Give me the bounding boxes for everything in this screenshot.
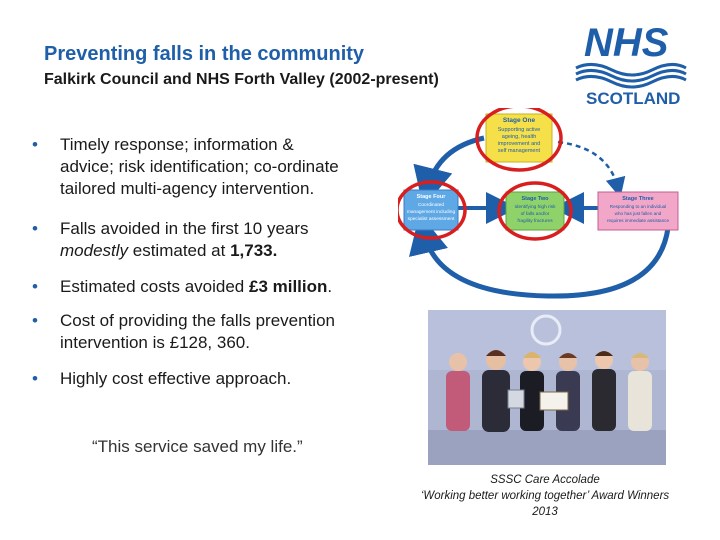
bullet-item-falls-avoided: • Falls avoided in the first 10 years modestly estimated at 1,733. xyxy=(32,219,309,260)
svg-text:Coordinated: Coordinated xyxy=(417,203,445,208)
bullet-dot-icon: • xyxy=(32,277,38,296)
bullet-item-response: • Timely response; information & advice; risk identification; co-ordinate tailored multi-agency intervention. xyxy=(32,135,339,198)
falls-pathway-diagram xyxy=(398,108,698,306)
cycle-arrow-top-left xyxy=(428,138,484,188)
bullet-dot-icon: • xyxy=(32,135,38,154)
svg-text:fragility fractures: fragility fractures xyxy=(517,219,553,224)
caption-award-year: 2013 xyxy=(532,506,558,518)
svg-text:Stage Two: Stage Two xyxy=(521,196,549,202)
stage-four-box xyxy=(404,190,458,230)
svg-text:Identifying high risk: Identifying high risk xyxy=(514,205,556,210)
nhs-scotland-logo xyxy=(572,16,690,108)
bullet-item-cost-provision: • Cost of providing the falls prevention intervention is £128, 360. xyxy=(32,311,335,352)
svg-text:improvement and: improvement and xyxy=(497,141,541,147)
caption-award-name: SSSC Care Accolade xyxy=(490,474,600,486)
bullet-dot-icon: • xyxy=(32,311,38,330)
svg-text:requires immediate assistance: requires immediate assistance xyxy=(606,218,670,223)
caption-award-title: ‘Working better working together’ Award Winners xyxy=(420,490,670,502)
cycle-arrow-dashed xyxy=(558,142,618,188)
svg-text:ageing, health: ageing, health xyxy=(501,134,537,140)
stage-three-box xyxy=(598,192,678,230)
svg-text:NHS: NHS xyxy=(584,21,669,65)
bullet-dot-icon: • xyxy=(32,369,38,388)
svg-text:Stage Four: Stage Four xyxy=(416,194,446,200)
svg-text:Stage One: Stage One xyxy=(502,117,536,124)
bullet-dot-icon: • xyxy=(32,219,38,238)
award-photo-illustration xyxy=(428,310,666,465)
testimonial-quote: “This service saved my life.” xyxy=(92,437,303,456)
svg-text:who has just fallen and: who has just fallen and xyxy=(614,211,662,216)
stage-one-box xyxy=(486,114,552,162)
bullet-item-costs-avoided: • Estimated costs avoided £3 million. xyxy=(32,277,333,296)
award-winners-photo xyxy=(428,310,666,465)
svg-text:self management: self management xyxy=(497,148,541,154)
svg-text:SCOTLAND: SCOTLAND xyxy=(586,89,681,108)
svg-text:Stage Three: Stage Three xyxy=(622,196,654,202)
stage-two-box xyxy=(506,192,564,230)
slide-title: Preventing falls in the community xyxy=(44,43,365,65)
slide-subtitle: Falkirk Council and NHS Forth Valley (2002-present) xyxy=(44,71,439,88)
svg-text:Supporting active: Supporting active xyxy=(497,127,541,133)
bullet-item-cost-effective: • Highly cost effective approach. xyxy=(32,369,292,388)
svg-text:of falls and/or: of falls and/or xyxy=(520,212,550,217)
svg-text:specialist assessment: specialist assessment xyxy=(407,217,455,222)
svg-text:management including: management including xyxy=(406,210,456,215)
svg-text:Responding to an individual: Responding to an individual xyxy=(609,204,667,209)
photo-caption xyxy=(392,472,698,520)
